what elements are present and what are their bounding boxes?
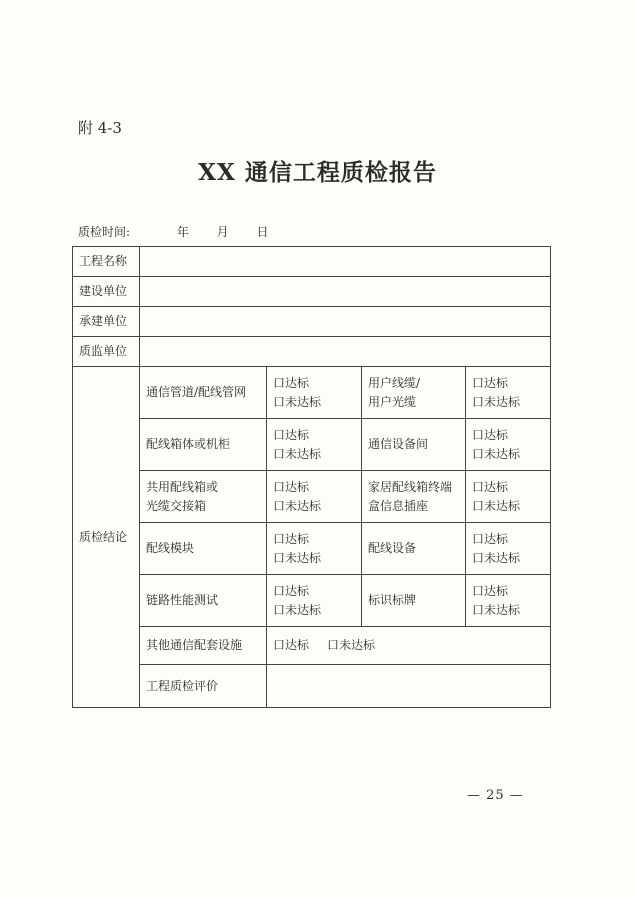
other-facilities-label: 其他通信配套设施	[140, 627, 267, 665]
pass-fail-cell[interactable]	[267, 627, 551, 665]
pass-fail-cell[interactable]	[267, 367, 362, 419]
pass-fail-cell[interactable]	[466, 367, 551, 419]
pass-checkbox[interactable]: 口达标	[472, 479, 509, 494]
evaluation-field[interactable]	[267, 665, 551, 708]
inspection-date-row	[78, 223, 269, 240]
pass-fail-cell[interactable]	[267, 523, 362, 575]
contractor-unit-label: 承建单位	[73, 307, 140, 337]
date-label: 质检时间:	[78, 225, 131, 239]
fail-checkbox[interactable]: 口未达标	[472, 602, 521, 617]
table-row	[73, 247, 551, 277]
table-row	[73, 627, 551, 665]
conclusion-label: 质检结论	[73, 367, 140, 708]
date-month: 月	[216, 225, 229, 239]
pass-checkbox[interactable]: 口达标	[273, 479, 310, 494]
page-title: XX 通信工程质检报告	[198, 159, 437, 186]
inspection-report-table	[72, 246, 551, 708]
construction-unit-label: 建设单位	[73, 277, 140, 307]
item-label: 共用配线箱或 光缆交接箱	[140, 471, 267, 523]
pass-checkbox[interactable]: 口达标	[472, 427, 509, 442]
fail-checkbox[interactable]: 口未达标	[273, 394, 322, 409]
date-day: 日	[256, 225, 269, 239]
annex-label: 附 4-3	[78, 119, 122, 137]
supervision-unit-field[interactable]	[140, 337, 551, 367]
fail-checkbox[interactable]: 口未达标	[273, 550, 322, 565]
item-label: 链路性能测试	[140, 575, 267, 627]
fail-checkbox[interactable]: 口未达标	[273, 602, 322, 617]
fail-checkbox[interactable]: 口未达标	[472, 394, 521, 409]
pass-checkbox[interactable]: 口达标	[273, 638, 310, 652]
pass-fail-cell[interactable]	[267, 471, 362, 523]
pass-fail-cell[interactable]	[466, 419, 551, 471]
pass-fail-cell[interactable]	[466, 575, 551, 627]
date-year: 年	[176, 225, 189, 239]
table-row	[73, 419, 551, 471]
table-row	[73, 665, 551, 708]
fail-checkbox[interactable]: 口未达标	[472, 498, 521, 513]
item-label: 配线设备	[362, 523, 466, 575]
table-row	[73, 307, 551, 337]
pass-checkbox[interactable]: 口达标	[472, 583, 509, 598]
fail-checkbox[interactable]: 口未达标	[273, 498, 322, 513]
pass-checkbox[interactable]: 口达标	[273, 375, 310, 390]
item-label: 通信管道/配线管网	[140, 367, 267, 419]
page-number: — 25 —	[467, 788, 524, 803]
construction-unit-field[interactable]	[140, 277, 551, 307]
fail-checkbox[interactable]: 口未达标	[472, 446, 521, 461]
project-name-field[interactable]	[140, 247, 551, 277]
table-row	[73, 367, 551, 419]
table-row	[73, 277, 551, 307]
pass-checkbox[interactable]: 口达标	[472, 375, 509, 390]
item-label: 配线箱体或机柜	[140, 419, 267, 471]
evaluation-label: 工程质检评价	[140, 665, 267, 708]
table-row	[73, 471, 551, 523]
pass-fail-cell[interactable]	[267, 575, 362, 627]
item-label: 家居配线箱终端 盒信息插座	[362, 471, 466, 523]
pass-checkbox[interactable]: 口达标	[472, 531, 509, 546]
item-label: 配线模块	[140, 523, 267, 575]
fail-checkbox[interactable]: 口未达标	[472, 550, 521, 565]
pass-fail-cell[interactable]	[466, 471, 551, 523]
pass-checkbox[interactable]: 口达标	[273, 583, 310, 598]
table-row	[73, 575, 551, 627]
project-name-label: 工程名称	[73, 247, 140, 277]
pass-checkbox[interactable]: 口达标	[273, 427, 310, 442]
supervision-unit-label: 质监单位	[73, 337, 140, 367]
item-label: 标识标牌	[362, 575, 466, 627]
fail-checkbox[interactable]: 口未达标	[273, 446, 322, 461]
pass-checkbox[interactable]: 口达标	[273, 531, 310, 546]
contractor-unit-field[interactable]	[140, 307, 551, 337]
table-row	[73, 523, 551, 575]
item-label: 用户线缆/ 用户光缆	[362, 367, 466, 419]
pass-fail-cell[interactable]	[466, 523, 551, 575]
fail-checkbox[interactable]: 口未达标	[327, 638, 376, 652]
pass-fail-cell[interactable]	[267, 419, 362, 471]
item-label: 通信设备间	[362, 419, 466, 471]
table-row	[73, 337, 551, 367]
